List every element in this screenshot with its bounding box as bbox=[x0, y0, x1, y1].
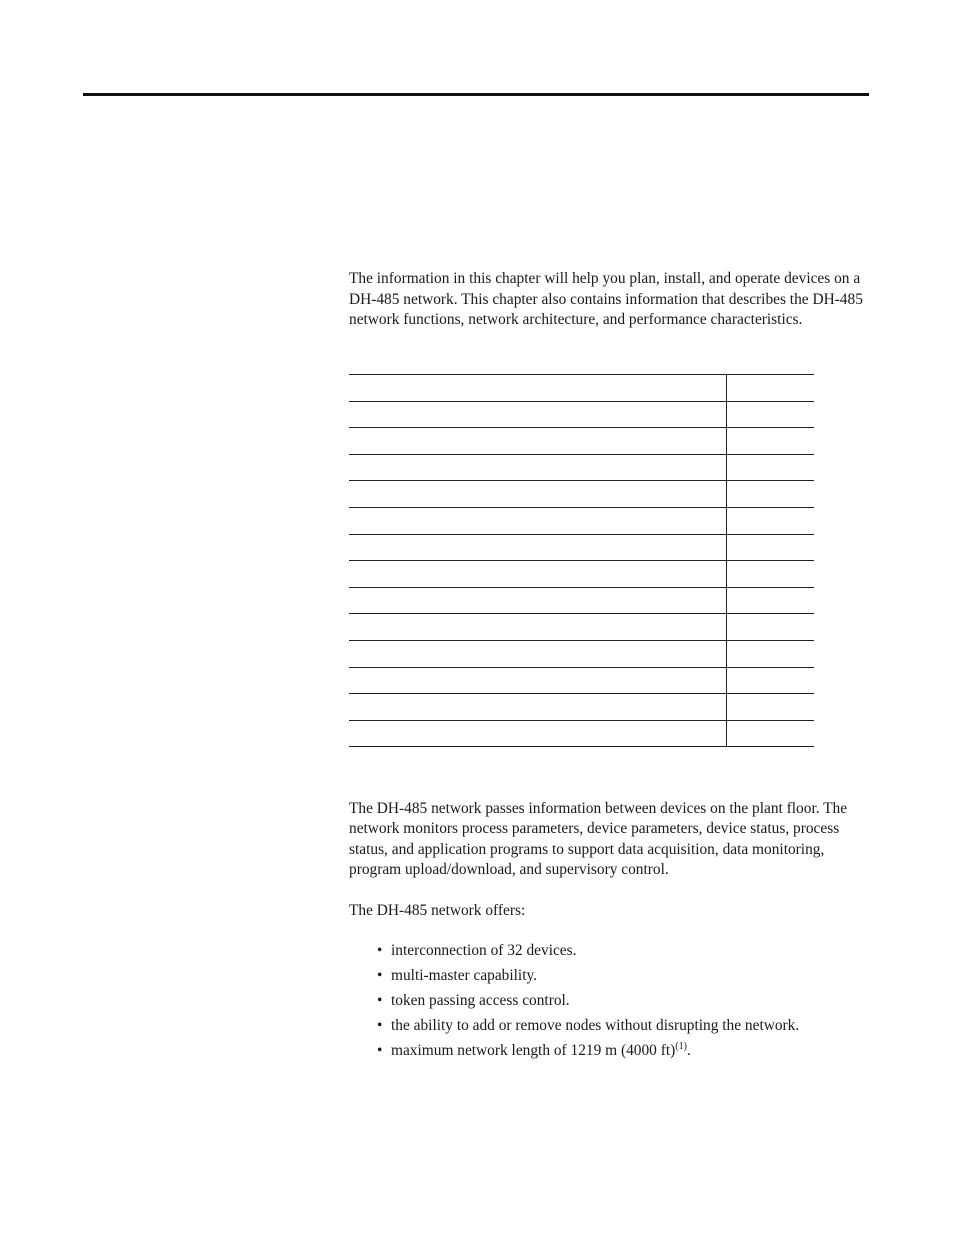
page-cell bbox=[727, 694, 815, 721]
page-cell bbox=[727, 534, 815, 561]
feature-text: multi-master capability. bbox=[391, 967, 538, 984]
table-row bbox=[349, 667, 814, 694]
topic-cell bbox=[349, 507, 727, 534]
topic-cell bbox=[349, 587, 727, 614]
topic-cell bbox=[349, 534, 727, 561]
topic-cell bbox=[349, 428, 727, 455]
page-cell bbox=[727, 587, 815, 614]
list-item bbox=[377, 941, 877, 966]
table-row bbox=[349, 454, 814, 481]
topic-cell bbox=[349, 614, 727, 641]
intro-paragraph: The information in this chapter will help you plan, install, and operate devices on a DH-485 network. This chapter also contains information that describes the DH-485 network functions, network architecture, and performance characteristics. bbox=[349, 270, 863, 329]
topic-cell bbox=[349, 694, 727, 721]
list-item bbox=[377, 1016, 877, 1041]
topic-cell bbox=[349, 401, 727, 428]
feature-text: maximum network length of 1219 m (4000 ft) bbox=[391, 1042, 676, 1059]
table-row bbox=[349, 720, 814, 747]
table-row bbox=[349, 694, 814, 721]
table-row bbox=[349, 481, 814, 508]
page-cell bbox=[727, 481, 815, 508]
bullet-icon: • bbox=[377, 967, 383, 984]
topic-cell bbox=[349, 667, 727, 694]
page-cell bbox=[727, 454, 815, 481]
table-row bbox=[349, 428, 814, 455]
table-row bbox=[349, 507, 814, 534]
topic-cell bbox=[349, 561, 727, 588]
bullet-icon: • bbox=[377, 1017, 383, 1034]
footnote-reference[interactable]: (1) bbox=[675, 1040, 687, 1052]
page-cell bbox=[727, 375, 815, 402]
bullet-icon: • bbox=[377, 992, 383, 1009]
topic-cell bbox=[349, 481, 727, 508]
table-row bbox=[349, 534, 814, 561]
page-cell bbox=[727, 667, 815, 694]
feature-text: interconnection of 32 devices. bbox=[391, 942, 577, 959]
topic-cell bbox=[349, 375, 727, 402]
topic-cell bbox=[349, 454, 727, 481]
page-cell bbox=[727, 720, 815, 747]
topic-cell bbox=[349, 640, 727, 667]
features-list bbox=[377, 941, 877, 1066]
feature-suffix: . bbox=[686, 1042, 691, 1059]
bullet-icon: • bbox=[377, 1042, 383, 1059]
table-row bbox=[349, 401, 814, 428]
page-cell bbox=[727, 561, 815, 588]
table-row bbox=[349, 640, 814, 667]
table-row bbox=[349, 614, 814, 641]
feature-text: the ability to add or remove nodes without disrupting the network. bbox=[391, 1017, 800, 1034]
page-cell bbox=[727, 401, 815, 428]
page-cell bbox=[727, 614, 815, 641]
overview-paragraph: The DH-485 network passes information between devices on the plant floor. The network monitors process parameters, device parameters, device status, process status, and application programs to support data acquisition, data monitoring, program upload/download, and supervisory control. bbox=[349, 800, 848, 879]
page-cell bbox=[727, 640, 815, 667]
list-item bbox=[377, 991, 877, 1016]
header-rule bbox=[83, 93, 869, 96]
chapter-contents-table bbox=[349, 374, 814, 747]
table-row bbox=[349, 587, 814, 614]
table-row bbox=[349, 375, 814, 402]
bullet-icon: • bbox=[377, 942, 383, 959]
offers-intro: The DH-485 network offers: bbox=[349, 902, 526, 919]
feature-text: token passing access control. bbox=[391, 992, 570, 1009]
list-item bbox=[377, 966, 877, 991]
table-row bbox=[349, 561, 814, 588]
page-cell bbox=[727, 428, 815, 455]
topic-cell bbox=[349, 720, 727, 747]
page-cell bbox=[727, 507, 815, 534]
list-item bbox=[377, 1041, 877, 1066]
